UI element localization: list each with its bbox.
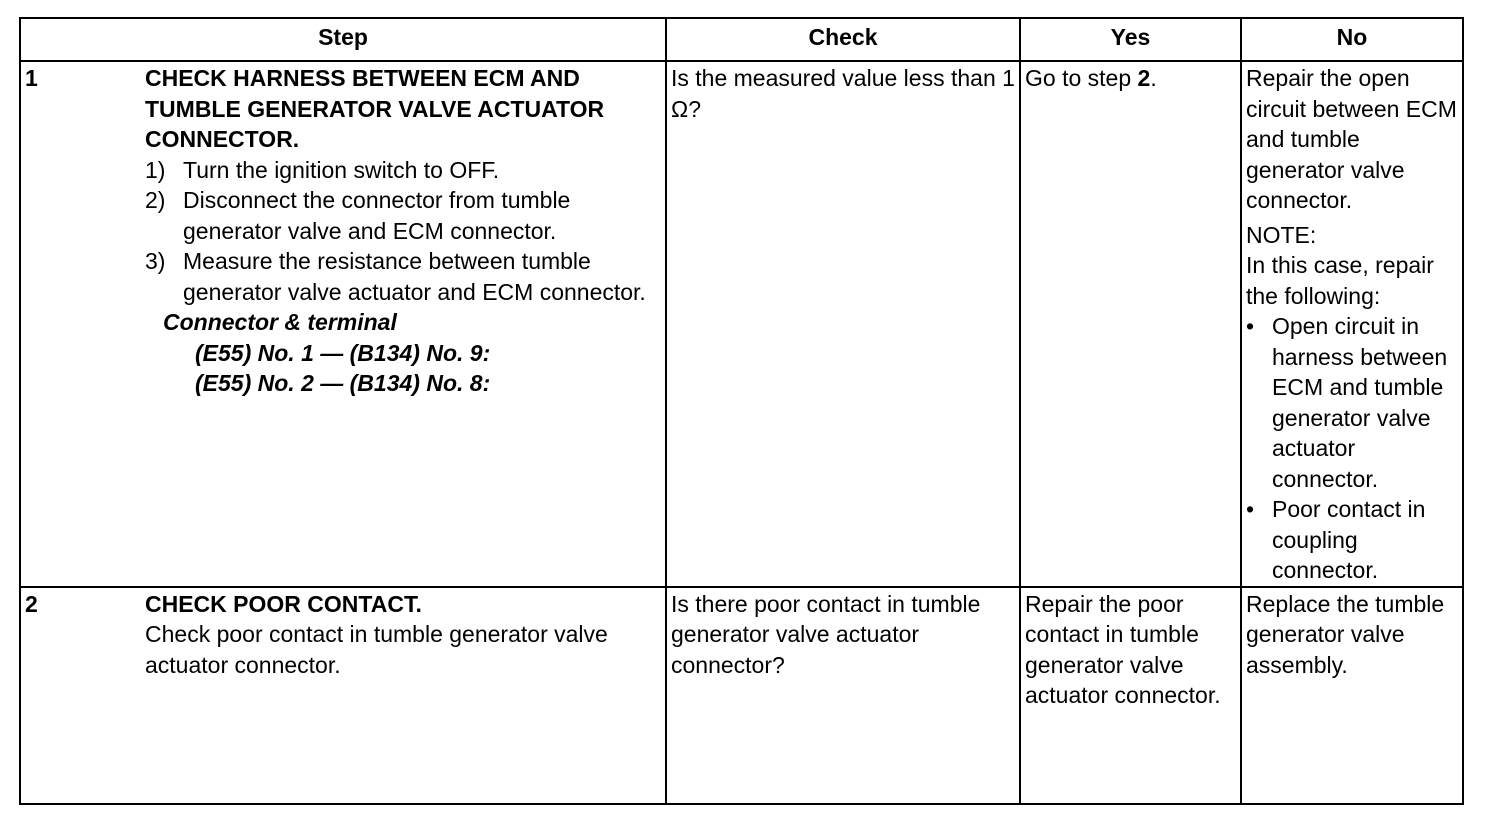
check-cell xyxy=(666,587,1020,804)
substep-item xyxy=(145,185,661,246)
substep-text: Disconnect the connector from tumble generator valve and ECM connector. xyxy=(183,187,571,244)
header-row xyxy=(20,18,1463,61)
step-cell xyxy=(20,61,666,587)
substep-number: 2) xyxy=(145,187,166,213)
no-main-text: Repair the open circuit between ECM and tumble generator valve connector. xyxy=(1246,65,1457,213)
note-bullet xyxy=(1246,311,1458,494)
no-cell xyxy=(1241,61,1463,587)
header-step: Step xyxy=(20,18,666,61)
yes-text: Repair the poor contact in tumble generator valve actuator connector. xyxy=(1025,590,1221,708)
note-label: NOTE: xyxy=(1246,221,1317,248)
note-bullet xyxy=(1246,494,1458,586)
substep-text: Measure the resistance between tumble generator valve actuator and ECM connector. xyxy=(183,248,646,305)
check-cell xyxy=(666,61,1020,587)
connector-terminal-line: (E55) No. 2 — (B134) No. 8: xyxy=(195,370,491,396)
connector-title: Connector & terminal xyxy=(163,309,397,335)
note-bullet-text: Poor contact in coupling connector. xyxy=(1272,496,1426,583)
no-text: Replace the tumble generator valve assembly. xyxy=(1246,590,1445,678)
table-row xyxy=(20,587,1463,804)
table-row xyxy=(20,61,1463,587)
substep-text: Turn the ignition switch to OFF. xyxy=(183,156,500,183)
step-cell xyxy=(20,587,666,804)
substep-item xyxy=(145,155,661,186)
check-text: Is there poor contact in tumble generator valve actuator connector? xyxy=(671,590,981,678)
diagnostic-table xyxy=(19,17,1464,805)
header-no: No xyxy=(1241,18,1463,61)
yes-prefix: Go to step xyxy=(1025,65,1138,91)
step-number: 1 xyxy=(25,65,38,91)
note-text: In this case, repair the following: xyxy=(1246,252,1434,309)
header-yes: Yes xyxy=(1020,18,1241,61)
step-title: CHECK HARNESS BETWEEN ECM AND TUMBLE GENERATOR VALVE ACTUATOR CONNECTOR. xyxy=(145,65,605,152)
bullet-icon: • xyxy=(1246,313,1255,339)
substep-item xyxy=(145,246,661,307)
step-title: CHECK POOR CONTACT. xyxy=(145,590,422,617)
no-cell xyxy=(1241,587,1463,804)
header-check: Check xyxy=(666,18,1020,61)
yes-step-number: 2 xyxy=(1137,65,1151,91)
connector-terminal-line: (E55) No. 1 — (B134) No. 9: xyxy=(195,339,491,366)
yes-cell xyxy=(1020,587,1241,804)
step-number: 2 xyxy=(25,590,38,617)
yes-cell xyxy=(1020,61,1241,587)
note-bullet-text: Open circuit in harness between ECM and tumble generator valve actuator connector. xyxy=(1272,313,1448,492)
substep-list xyxy=(145,155,661,308)
bullet-icon: • xyxy=(1246,496,1255,522)
substep-number: 3) xyxy=(145,248,166,274)
check-text: Is the measured value less than 1 Ω? xyxy=(671,65,1015,122)
step-body-text: Check poor contact in tumble generator valve actuator connector. xyxy=(145,621,608,678)
yes-suffix: . xyxy=(1150,65,1157,91)
substep-number: 1) xyxy=(145,156,166,183)
